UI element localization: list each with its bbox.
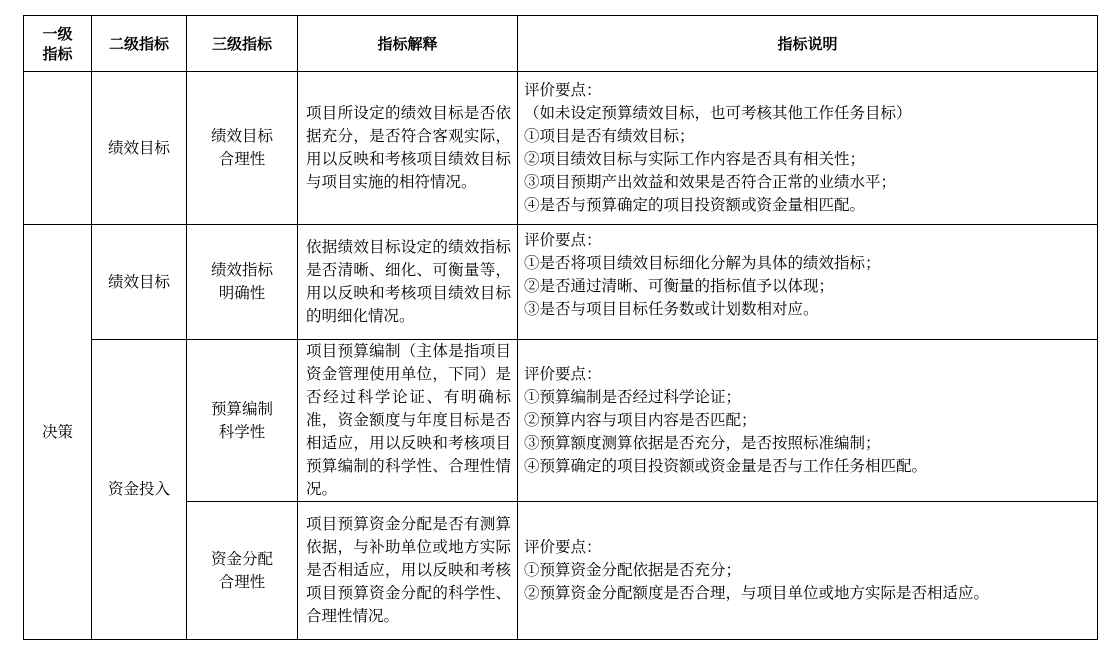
level3-cell bbox=[187, 340, 298, 502]
header-level1-line1: 一级 bbox=[42, 24, 73, 43]
level3-cell bbox=[187, 225, 298, 340]
explain-cell bbox=[298, 502, 518, 640]
desc-cell bbox=[518, 340, 1098, 502]
desc-cell bbox=[518, 502, 1098, 640]
header-level1 bbox=[24, 16, 92, 72]
desc-line: ③项目预期产出效益和效果是否符合正常的业绩水平； bbox=[524, 173, 897, 191]
table-row bbox=[24, 225, 1098, 340]
desc-cell bbox=[518, 225, 1098, 340]
table-row bbox=[24, 340, 1098, 502]
desc-line: ③是否与项目目标任务数或计划数相对应。 bbox=[524, 300, 819, 318]
table-row bbox=[24, 72, 1098, 225]
level3-line2: 合理性 bbox=[218, 572, 266, 591]
desc-line: 评价要点： bbox=[524, 81, 602, 99]
level3-line1: 绩效目标 bbox=[210, 127, 273, 145]
desc-line: ②预算资金分配额度是否合理，与项目单位或地方实际是否相适应。 bbox=[524, 584, 990, 602]
desc-line: ②是否通过清晰、可衡量的指标值予以体现； bbox=[524, 277, 835, 295]
desc-line: 评价要点： bbox=[524, 231, 602, 249]
level3-cell bbox=[187, 502, 298, 640]
level2-cell: 绩效目标 bbox=[92, 72, 187, 225]
desc-line: 评价要点： bbox=[524, 365, 602, 383]
desc-line: ①是否将项目绩效目标细化分解为具体的绩效指标； bbox=[524, 254, 881, 272]
level2-cell: 资金投入 bbox=[92, 340, 187, 640]
explain-cell bbox=[298, 225, 518, 340]
level3-cell bbox=[187, 72, 298, 225]
desc-line: ③预算额度测算依据是否充分，是否按照标准编制； bbox=[524, 434, 881, 452]
level3-line2: 科学性 bbox=[218, 422, 266, 441]
desc-line: ①预算资金分配依据是否充分； bbox=[524, 561, 742, 579]
level3-line2: 合理性 bbox=[218, 150, 266, 168]
header-level3: 三级指标 bbox=[187, 16, 298, 72]
desc-line: 评价要点： bbox=[524, 538, 602, 556]
desc-line: ②项目绩效目标与实际工作内容是否具有相关性； bbox=[524, 150, 866, 168]
level3-line1: 预算编制 bbox=[210, 399, 273, 418]
desc-line: （如未设定预算绩效目标，也可考核其他工作任务目标） bbox=[524, 104, 912, 122]
level2-cell: 绩效目标 bbox=[92, 225, 187, 340]
explain-cell bbox=[298, 340, 518, 502]
header-explain: 指标解释 bbox=[298, 16, 518, 72]
indicator-table bbox=[23, 15, 1098, 640]
desc-line: ④预算确定的项目投资额或资金量是否与工作任务相匹配。 bbox=[524, 457, 928, 475]
header-level1-line2: 指标 bbox=[42, 44, 73, 63]
explain-text: 项目所设定的绩效目标是否依据充分，是否符合客观实际，用以反映和考核项目绩效目标与项目实施的相符情况。 bbox=[306, 104, 511, 191]
level1-cell-empty bbox=[24, 72, 92, 225]
level3-line2: 明确性 bbox=[218, 284, 266, 302]
explain-cell bbox=[298, 72, 518, 225]
desc-cell bbox=[518, 72, 1098, 225]
level3-line1: 绩效指标 bbox=[210, 261, 273, 279]
explain-text: 项目预算编制（主体是指项目资金管理使用单位，下同）是否经过科学论证、有明确标准，资金额度与年度目标是否相适应，用以反映和考核项目预算编制的科学性、合理性情况。 bbox=[306, 342, 511, 498]
level3-line1: 资金分配 bbox=[210, 549, 273, 568]
desc-line: ②预算内容与项目内容是否匹配； bbox=[524, 411, 757, 429]
desc-line: ①预算编制是否经过科学论证； bbox=[524, 388, 742, 406]
level1-cell: 决策 bbox=[24, 225, 92, 640]
explain-text: 项目预算资金分配是否有测算依据，与补助单位或地方实际是否相适应，用以反映和考核项目预算资金分配的科学性、合理性情况。 bbox=[306, 515, 511, 625]
desc-line: ④是否与预算确定的项目投资额或资金量相匹配。 bbox=[524, 196, 866, 214]
header-level2: 二级指标 bbox=[92, 16, 187, 72]
explain-text: 依据绩效目标设定的绩效指标是否清晰、细化、可衡量等，用以反映和考核项目绩效目标的明细化情况。 bbox=[306, 238, 511, 325]
desc-line: ①项目是否有绩效目标； bbox=[524, 127, 695, 145]
header-desc: 指标说明 bbox=[518, 16, 1098, 72]
header-row bbox=[24, 16, 1098, 72]
